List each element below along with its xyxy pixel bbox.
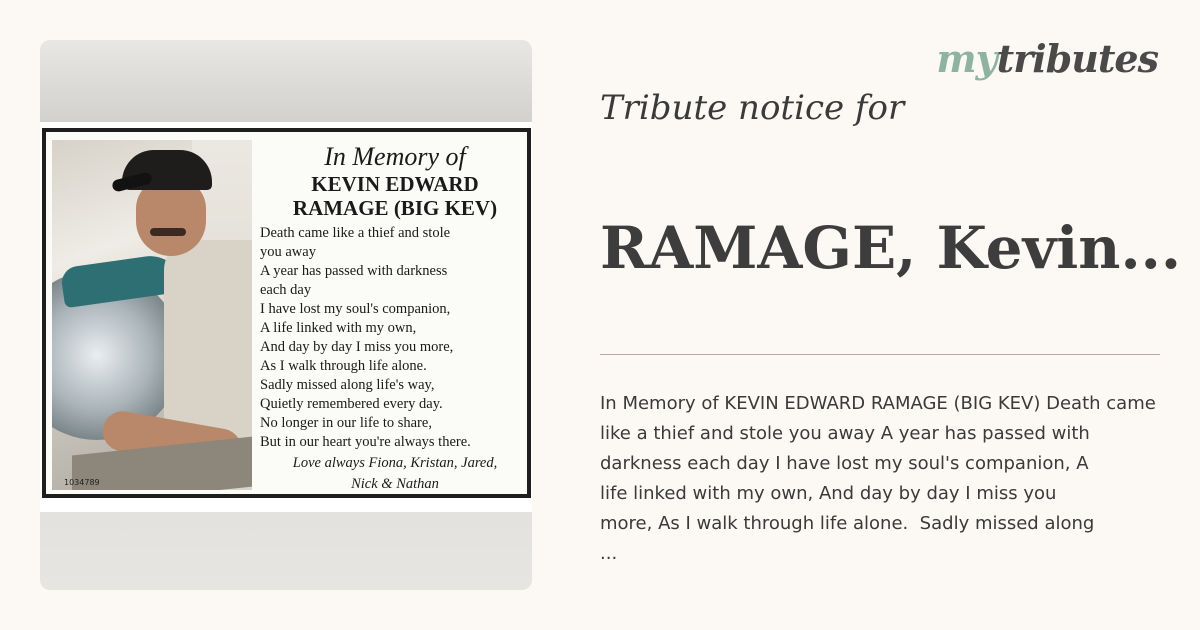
poem-line: A year has passed with darkness bbox=[260, 263, 448, 279]
notice-signoff-line-1: Love always Fiona, Kristan, Jared, bbox=[292, 455, 498, 471]
poem-line: each day bbox=[260, 282, 312, 298]
notice-text bbox=[260, 142, 530, 494]
notice-name-line-2: RAMAGE (BIG KEV) bbox=[292, 196, 498, 220]
logo-part-tributes: tributes bbox=[996, 36, 1158, 81]
notice-image-panel bbox=[40, 40, 532, 590]
notice-image bbox=[40, 122, 532, 512]
notice-reference: 1034789 bbox=[64, 478, 100, 487]
notice-signoff-line-2: Nick & Nathan bbox=[351, 476, 439, 492]
tribute-excerpt bbox=[600, 389, 1195, 569]
divider bbox=[600, 354, 1160, 355]
poem-line: Sadly missed along life's way, bbox=[260, 377, 435, 393]
poem-line: Quietly remembered every day. bbox=[260, 396, 443, 412]
poem-line: I have lost my soul's companion, bbox=[260, 301, 451, 317]
poem-line: And day by day I miss you more, bbox=[260, 339, 454, 355]
poem-line: A life linked with my own, bbox=[260, 320, 417, 336]
mytributes-logo[interactable] bbox=[936, 36, 1158, 81]
notice-border bbox=[42, 128, 531, 498]
poem-line: But in our heart you're always there. bbox=[260, 434, 471, 450]
notice-name-line-1: KEVIN EDWARD bbox=[311, 172, 479, 196]
excerpt-line: more, As I walk through life alone. Sadly missed along bbox=[600, 513, 1095, 534]
poem-line: No longer in our life to share, bbox=[260, 415, 432, 431]
tribute-subheading: Tribute notice for bbox=[600, 88, 905, 128]
excerpt-line: In Memory of KEVIN EDWARD RAMAGE (BIG KEV) Death came bbox=[600, 393, 1156, 414]
notice-poem bbox=[260, 224, 530, 452]
excerpt-line: darkness each day I have lost my soul's companion, A bbox=[600, 453, 1089, 474]
portrait-photo bbox=[52, 140, 252, 490]
logo-part-my: my bbox=[936, 36, 997, 81]
tribute-title: RAMAGE, Kevin... bbox=[600, 214, 1182, 282]
poem-line: As I walk through life alone. bbox=[260, 358, 427, 374]
excerpt-line: like a thief and stole you away A year has passed with bbox=[600, 423, 1090, 444]
excerpt-ellipsis: ... bbox=[600, 543, 618, 564]
poem-line: you away bbox=[260, 244, 316, 260]
notice-heading: In Memory of bbox=[324, 142, 466, 171]
poem-line: Death came like a thief and stole bbox=[260, 225, 451, 241]
excerpt-line: life linked with my own, And day by day I miss you bbox=[600, 483, 1057, 504]
